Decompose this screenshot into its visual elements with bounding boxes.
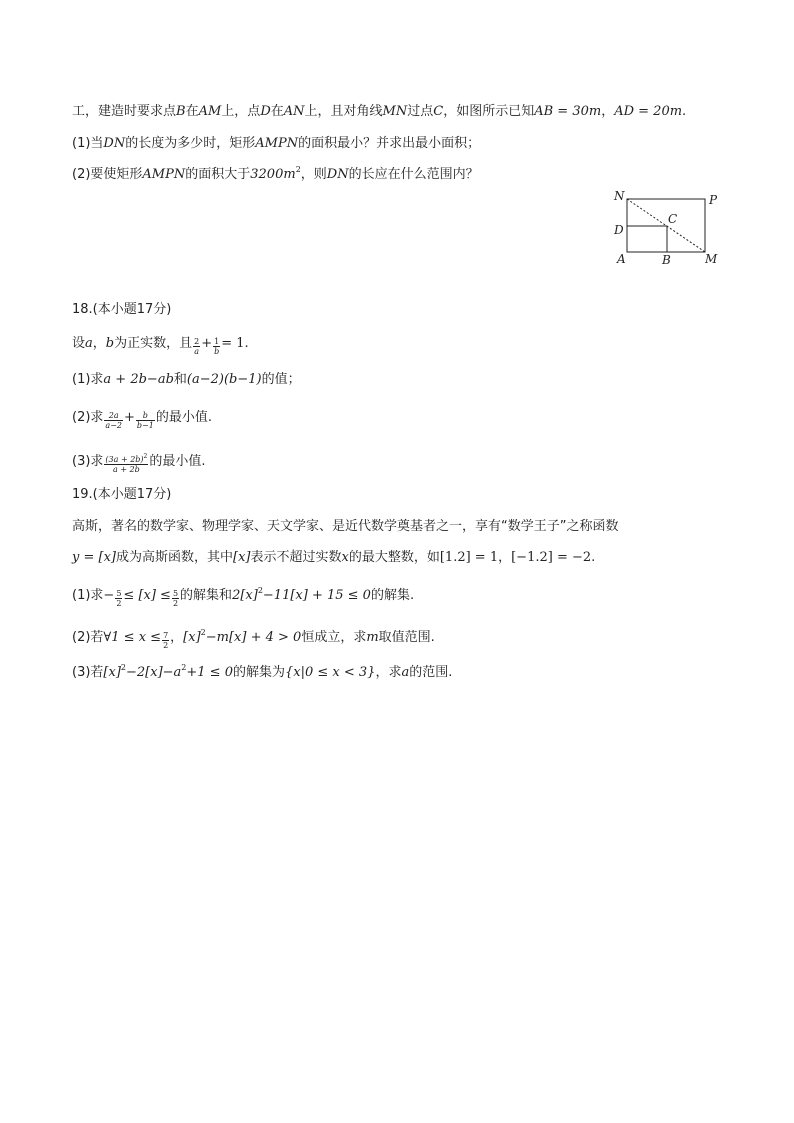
label-d: D [614,223,624,237]
label-a: A [617,252,626,266]
q18-part1: (1)求a + 2b−ab和(a−2)(b−1)的值； [72,372,301,387]
q18-part3: (3)求 $\frac{(3a + 2b)^2}{a + 2b}$ 的最小值. [72,453,206,474]
fraction-2-over-a: $\frac{2}{a}$ [194,337,200,356]
q19-part1: (1)求− $\frac{5}{2}$ ≤ [x] ≤ $\frac{5}{2}$ 的解集和$2[x]^2-11[x] + 15 \le 0$的解集. [72,586,415,608]
label-b: B [662,253,671,266]
fraction-squared-sum: $\frac{(3a + 2b)^2}{a + 2b}$ [105,453,148,474]
q18-given: 设a，b为正实数，且 $\frac{2}{a}$ + $\frac{1}{b}$ = 1. [72,336,249,356]
fraction-2a-over-a-minus-2: $\frac{2a}{a-2}$ [105,411,122,430]
label-n: N [614,189,625,203]
q19-intro-line2: y = [x]成为高斯函数，其中[x]表示不超过实数x的最大整数，如[1.2] = 1，[−1.2] = −2. [72,550,596,565]
fraction-5-over-2-right: $\frac{5}{2}$ [172,589,179,608]
q19-header: 19.(本小题17分) [72,487,172,502]
q19-part2: (2)若∀1 ≤ x ≤ $\frac{7}{2}$ ，$[x]^2-m[x] + 4 > 0$恒成立，求m取值范围. [72,628,435,650]
fraction-7-over-2: $\frac{7}{2}$ [163,631,169,650]
rectangle-diagram [606,186,726,266]
fraction-5-over-2-left: $\frac{5}{2}$ [116,589,122,608]
fraction-b-over-b-minus-1: $\frac{b}{b-1}$ [136,411,154,430]
label-m: M [705,252,718,266]
q18-header: 18.(本小题17分) [72,302,172,317]
q17-part1: (1)当DN的长度为多少时，矩形AMPN的面积最小？并求出最小面积； [72,136,481,151]
fraction-1-over-b: $\frac{1}{b}$ [214,337,220,356]
q17-intro-line: 工，建造时要求点B在AM上，点D在AN上，且对角线MN过点C，如图所示已知AB = 30m，AD = 20m. [72,104,687,119]
q17-part2: (2)要使矩形AMPN的面积大于$3200m^2$，则DN的长应在什么范围内？ [72,165,479,182]
q19-part3: (3)若$[x]^2-2[x]-a^2+1 \le 0$的解集为{x|0 ≤ x < 3}，求a的范围. [72,663,453,680]
q19-intro-line1: 高斯，著名的数学家、物理学家、天文学家、是近代数学奠基者之一，享有“数学王子”之称函数 [72,519,619,534]
label-p: P [709,193,718,207]
q18-part2: (2)求 $\frac{2a}{a-2}$ + $\frac{b}{b-1}$ 的最小值. [72,410,212,430]
label-c: C [668,212,678,226]
rectangle-abcd [627,226,667,252]
